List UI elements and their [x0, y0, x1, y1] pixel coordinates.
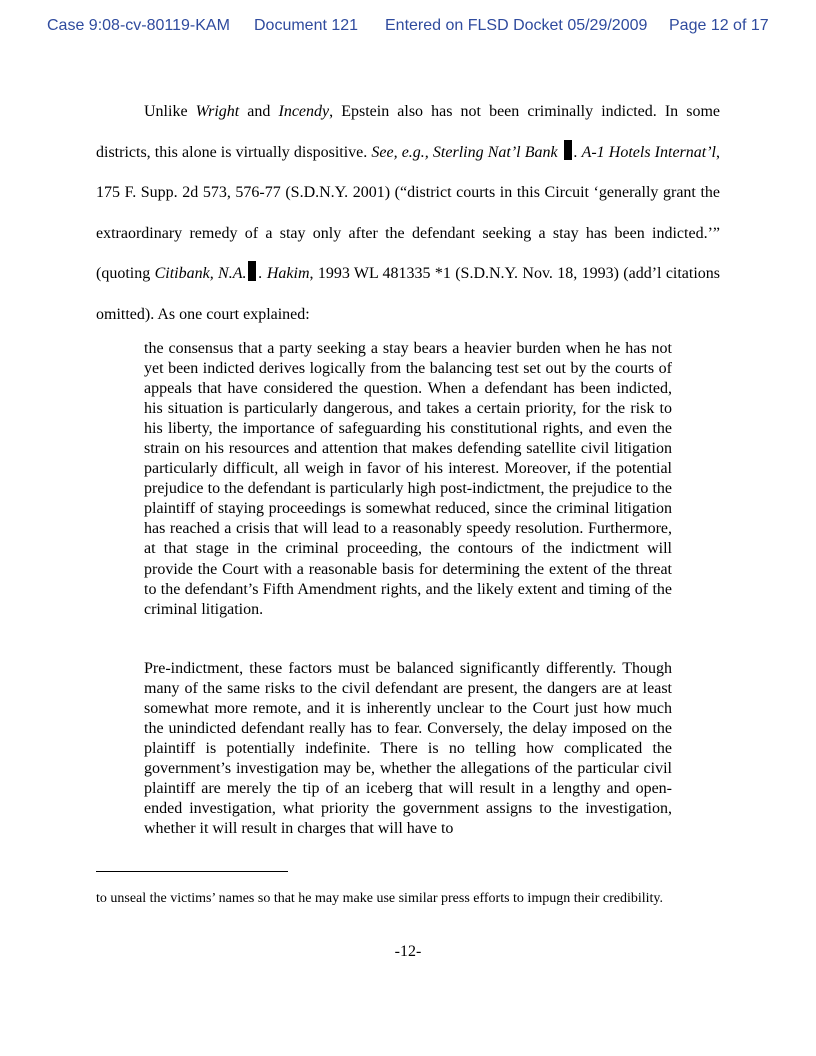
- redaction-block: [248, 261, 256, 281]
- document-number: Document 121: [254, 17, 359, 34]
- case-number: Case 9:08-cv-80119-KAM: [47, 17, 230, 34]
- block-quote-paragraph-2: Pre-indictment, these factors must be balanced significantly differently. Though many of the same risks to the civil defendant are present, the dangers are at least somewhat more remote, and it is inherently unclear to the Court just how much the unindicted defendant really has to fear. Conversely, the delay imposed on the plaintiff is potentially indefinite. There is no telling how complicated the government’s investigation may be, whether the allegations of the particular civil plaintiff are merely the tip of an iceberg that will result in a lengthy and open-ended investigation, what priority the government assigns to the investigation, whether it will result in charges that will have to: [144, 660, 672, 838]
- citation-separator: .: [258, 265, 267, 282]
- citation-separator: .: [573, 143, 582, 161]
- body-paragraph: [96, 92, 720, 335]
- citation-a1-hotels: A-1 Hotels Internat’l: [581, 143, 716, 161]
- body-text: Unlike: [144, 103, 196, 120]
- page-number: -12-: [394, 943, 422, 960]
- footnote-divider: [96, 871, 288, 872]
- citation-sterling: See, e.g., Sterling Nat’l Bank: [371, 143, 562, 161]
- block-quote-paragraph-1: the consensus that a party seeking a stay bears a heavier burden when he has not yet been indicted derives logically from the balancing test set out by the courts of appeals that have considered the question. When a defendant has been indicted, his situation is particularly dangerous, and takes a certain priority, for the risk to his liberty, the importance of safeguarding his constitutional rights, and even the strain on his resources and attention that makes defending satellite civil litigation particularly difficult, all weigh in favor of his interest. Moreover, if the potential prejudice to the defendant is particularly high post-indictment, the prejudice to the plaintiff of staying proceedings is somewhat reduced, since the criminal litigation has reached a crisis that will lead to a reasonably speedy resolution. Furthermore, at that stage in the criminal proceeding, the contours of the indictment will provide the Court with a reasonable basis for determining the extent of the threat to the defendant’s Fifth Amendment rights, and the likely extent and timing of the criminal litigation.: [144, 340, 672, 618]
- citation-hakim: Hakim: [266, 265, 310, 282]
- case-name-incendy: Incendy: [278, 103, 330, 120]
- redaction-block: [564, 140, 572, 160]
- case-name-wright: Wright: [195, 103, 240, 120]
- page-count: Page 12 of 17: [669, 17, 769, 34]
- body-text: , Epstein also has not been criminally indicted. In some districts, this alone is virtually dispositive.: [96, 103, 721, 161]
- body-text: , 175 F. Supp. 2d 573, 576-77 (S.D.N.Y. 2001) (“district courts in this Circuit ‘generally grant the extraordinary remedy of a stay only after the defendant seeking a stay has been indicted.’” (quoting: [96, 143, 720, 282]
- footnote-text: to unseal the victims’ names so that he may make use similar press efforts to impugn their credibility.: [96, 891, 663, 906]
- citation-citibank: Citibank, N.A.: [154, 265, 247, 282]
- docket-entry-date: Entered on FLSD Docket 05/29/2009: [385, 17, 648, 34]
- docket-header: [47, 17, 769, 37]
- body-text: , 1993 WL 481335 *1 (S.D.N.Y. Nov. 18, 1993) (add’l citations omitted). As one court explained:: [96, 265, 721, 323]
- body-text: and: [239, 103, 279, 120]
